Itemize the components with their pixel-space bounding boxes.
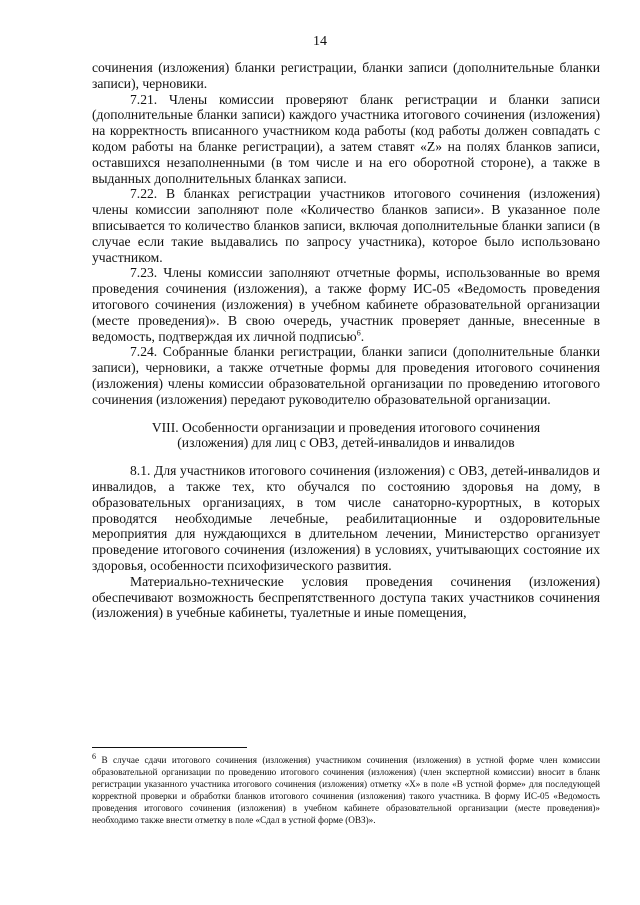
paragraph-7-21: 7.21. Члены комиссии проверяют бланк регистрации и бланки записи (дополнительные бланки записи) каждого участника итогового сочинения (изложения) на корректность вписанного участником кода работы (код работы должен совпадать с кодом работы на бланке регистрации), а затем ставят «Z» на полях бланков записи, оставшихся незаполненными (в том числе и на его оборотной стороне), а также в выданных дополнительных бланках записи.: [92, 91, 600, 186]
footnote: [92, 751, 600, 826]
body-text: [92, 60, 600, 621]
paragraph-7-23-text: 7.23. Члены комиссии заполняют отчетные формы, использованные во время проведения сочинения (изложения), а также форму ИС-05 «Ведомость проведения итогового сочинения (изложения) в учебном кабинете образовательной организации (месте проведения)». В свою очередь, участник проверяет данные, внесенные в ведомость, подтверждая их личной подписью: [92, 265, 600, 344]
paragraph-7-23: [92, 265, 600, 344]
paragraph-8-1: 8.1. Для участников итогового сочинения (изложения) с ОВЗ, детей-инвалидов и инвалидов, а также тех, кто обучался по состоянию здоровья на дому, в образовательных организациях, в том числе санаторно-курортных, в которых проводятся необходимые лечебные, реабилитационные и оздоровительные мероприятия для нуждающихся в длительном лечении, Министерство организует проведение итогового сочинения (изложения) в условиях, учитывающих состояние их здоровья, особенности психофизического развития.: [92, 463, 600, 573]
paragraph-7-22: 7.22. В бланках регистрации участников итогового сочинения (изложения) члены комиссии заполняют поле «Количество бланков записи». В указанное поле вписывается то количество бланков записи, включая дополнительные бланки записи (в случае если такие выдавались по запросу участника), которое было использовано участником.: [92, 186, 600, 265]
paragraph-continuation: сочинения (изложения) бланки регистрации, бланки записи (дополнительные бланки записи), черновики.: [92, 60, 600, 91]
footnote-marker: 6: [92, 751, 96, 761]
page-number: 14: [313, 34, 327, 49]
footnote-reference: 6: [356, 328, 361, 338]
footnote-text: В случае сдачи итогового сочинения (изложения) участником сочинения (изложения) в устной форме член комиссии образовательной организации по проведению итогового сочинения (изложения) (член экспертной комиссии) вносит в бланк регистрации указанного участника итогового сочинения (изложения) отметку «X» в поле «В устной форме» для последующей корректной проверки и обработки бланков итогового сочинения (изложения) такого участника. В форму ИС-05 «Ведомость проведения итогового сочинения (изложения) в учебном кабинете образовательной организации (месте проведения)» необходимо также внести отметку в поле «Сдал в устной форме (ОВЗ)».: [92, 755, 600, 825]
section-heading-line-1: VIII. Особенности организации и проведения итогового сочинения: [151, 419, 541, 435]
paragraph-7-24: 7.24. Собранные бланки регистрации, бланки записи (дополнительные бланки записи), черновики, а также отчетные формы для проведения итогового сочинения (изложения) члены комиссии образовательной организации по проведению итогового сочинения (изложения) передают руководителю образовательной организации.: [92, 344, 600, 407]
footnote-divider: [92, 747, 247, 748]
paragraph-7-23-end: .: [360, 328, 365, 344]
paragraph-material-conditions: Материально-технические условия проведения сочинения (изложения) обеспечивают возможность беспрепятственного доступа таких участников сочинения (изложения) в учебные кабинеты, туалетные и иные помещения,: [92, 573, 600, 621]
section-heading-line-2: (изложения) для лиц с ОВЗ, детей-инвалидов и инвалидов: [177, 435, 515, 451]
section-heading: [92, 420, 600, 452]
